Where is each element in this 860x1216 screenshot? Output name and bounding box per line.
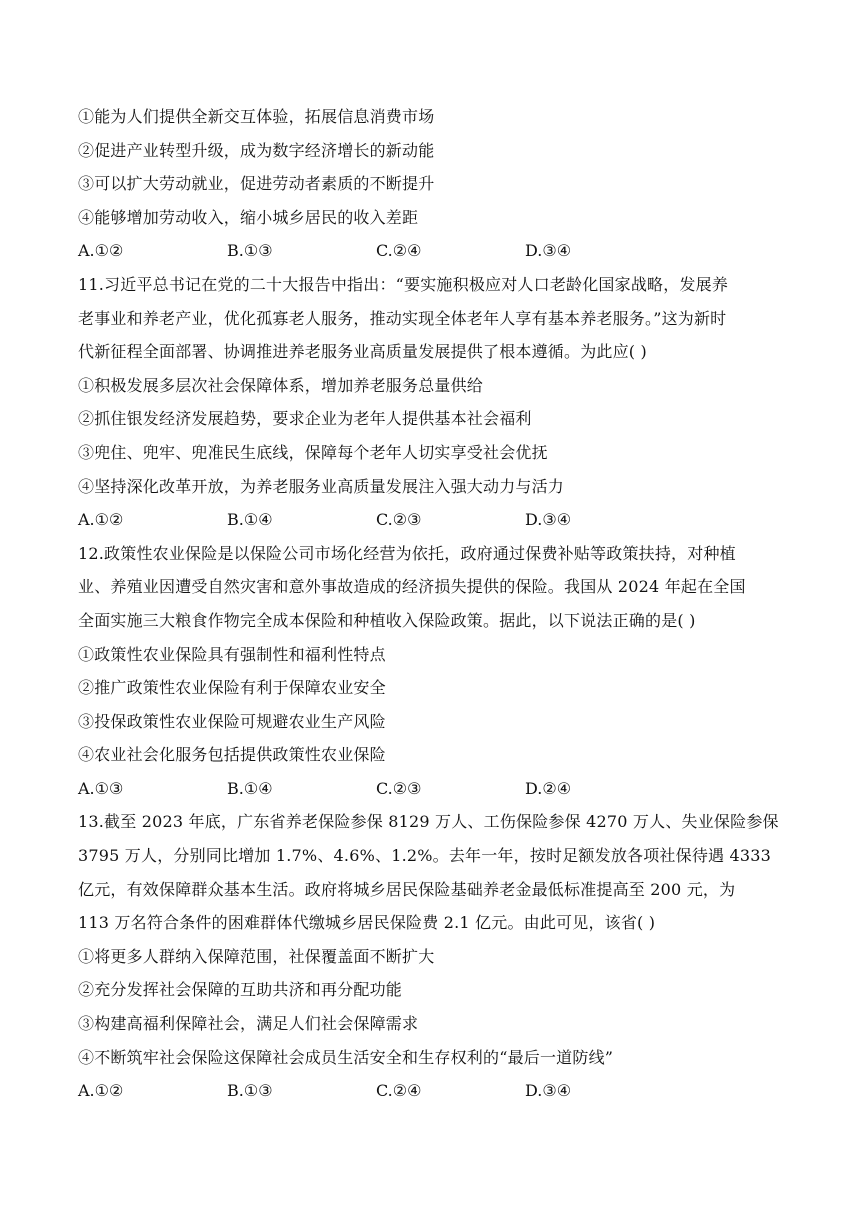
q10-item-2: ②促进产业转型升级，成为数字经济增长的新动能 [78, 140, 435, 160]
q10-item-1: ①能为人们提供全新交互体验，拓展信息消费市场 [78, 107, 435, 126]
q13-item-1: ①将更多人群纳入保障范围，社保覆盖面不断扩大 [78, 946, 435, 966]
q13-item-3: ③构建高福利保障社会，满足人们社会保障需求 [78, 1014, 419, 1034]
q10-option-a: A.①② [78, 241, 124, 261]
q11-option-b: B.①④ [227, 510, 273, 530]
q10-item-3: ③可以扩大劳动就业，促进劳动者素质的不断提升 [78, 174, 435, 194]
q13-option-b: B.①③ [227, 1081, 273, 1101]
q13-stem-line-2: 3795 万人，分别同比增加 1.7%、4.6%、1.2%。去年一年，按时足额发放各项社保待遇 4333 [78, 846, 772, 866]
q10-item-4: ④能够增加劳动收入，缩小城乡居民的收入差距 [78, 207, 419, 227]
q11-stem-line-3: 代新征程全面部署、协调推进养老服务业高质量发展提供了根本遵循。为此应( ) [78, 342, 647, 362]
q10-option-b: B.①③ [227, 241, 273, 261]
q12-item-2: ②推广政策性农业保险有利于保障农业安全 [78, 678, 386, 698]
q12-stem-line-1: 12.政策性农业保险是以保险公司市场化经营为依托，政府通过保费补贴等政策扶持，对种植 [78, 543, 736, 563]
q10-option-d: D.③④ [525, 241, 572, 261]
q13-options [78, 1074, 790, 1108]
q13-option-c: C.②④ [376, 1081, 422, 1101]
q11-item-3: ③兜住、兜牢、兜准民生底线，保障每个老年人切实享受社会优抚 [78, 442, 548, 462]
q11-item-2: ②抓住银发经济发展趋势，要求企业为老年人提供基本社会福利 [78, 409, 532, 429]
question-11 [78, 268, 790, 537]
q11-item-1: ①积极发展多层次社会保障体系，增加养老服务总量供给 [78, 375, 484, 395]
q12-stem-line-3: 全面实施三大粮食作物完全成本保险和种植收入保险政策。据此，以下说法正确的是( ) [78, 610, 696, 630]
q11-option-c: C.②③ [376, 510, 422, 530]
q12-item-1: ①政策性农业保险具有强制性和福利性特点 [78, 644, 386, 664]
question-12 [78, 537, 790, 806]
q13-stem-line-4: 113 万名符合条件的困难群体代缴城乡居民保险费 2.1 亿元。由此可见，该省( ) [78, 913, 656, 933]
q13-option-d: D.③④ [525, 1081, 572, 1101]
q12-item-3: ③投保政策性农业保险可规避农业生产风险 [78, 711, 386, 731]
q11-stem-line-2: 老事业和养老产业，优化孤寡老人服务，推动实现全体老年人享有基本养老服务。”这为新时 [78, 308, 727, 328]
exam-page [78, 100, 790, 1108]
q10-options [78, 234, 790, 268]
q12-option-b: B.①④ [227, 778, 273, 798]
q13-item-4: ④不断筑牢社会保险这保障社会成员生活安全和生存权利的“最后一道防线” [78, 1047, 614, 1067]
q12-options [78, 772, 790, 806]
q11-options [78, 503, 790, 537]
q12-stem-line-2: 业、养殖业因遭受自然灾害和意外事故造成的经济损失提供的保险。我国从 2024 年起在全国 [78, 577, 746, 597]
q13-item-2: ②充分发挥社会保障的互助共济和再分配功能 [78, 980, 403, 1000]
q13-stem-line-1: 13.截至 2023 年底，广东省养老保险参保 8129 万人、工伤保险参保 4270 万人、失业保险参保 [78, 812, 779, 832]
q12-option-d: D.②④ [525, 778, 572, 798]
q11-stem-line-1: 11.习近平总书记在党的二十大报告中指出：“要实施积极应对人口老龄化国家战略，发展养 [78, 274, 729, 294]
q12-option-a: A.①③ [78, 778, 124, 798]
q11-item-4: ④坚持深化改革开放，为养老服务业高质量发展注入强大动力与活力 [78, 476, 565, 496]
q10-option-c: C.②④ [376, 241, 422, 261]
q12-item-4: ④农业社会化服务包括提供政策性农业保险 [78, 745, 386, 765]
q11-option-a: A.①② [78, 510, 124, 530]
question-10 [78, 100, 790, 268]
question-13 [78, 805, 790, 1107]
q12-option-c: C.②③ [376, 778, 422, 798]
q13-option-a: A.①② [78, 1081, 124, 1101]
q13-stem-line-3: 亿元，有效保障群众基本生活。政府将城乡居民保险基础养老金最低标准提高至 200 元，为 [78, 879, 736, 899]
q11-option-d: D.③④ [525, 510, 572, 530]
